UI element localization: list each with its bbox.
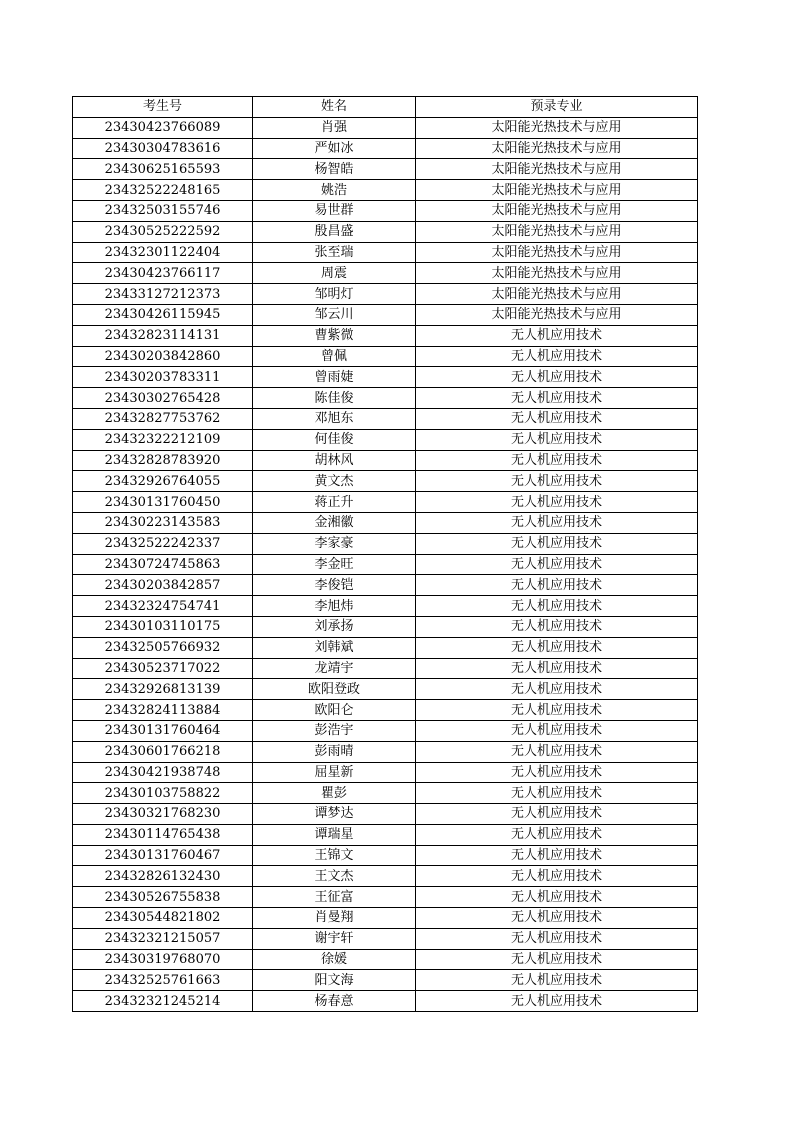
table-row (73, 180, 698, 201)
exam-number-cell: 23430223143583 (73, 512, 253, 533)
table-row (73, 159, 698, 180)
exam-number-cell: 23432826132430 (73, 866, 253, 887)
table-row (73, 138, 698, 159)
admitted-major-cell: 无人机应用技术 (416, 388, 698, 409)
student-name-cell: 胡林风 (253, 450, 416, 471)
table-row (73, 533, 698, 554)
exam-number-cell: 23430103110175 (73, 616, 253, 637)
admitted-major-cell: 太阳能光热技术与应用 (416, 200, 698, 221)
table-row (73, 700, 698, 721)
table-row (73, 575, 698, 596)
admitted-major-cell: 太阳能光热技术与应用 (416, 284, 698, 305)
table-row (73, 783, 698, 804)
admitted-major-cell: 太阳能光热技术与应用 (416, 304, 698, 325)
admitted-major-cell: 无人机应用技术 (416, 887, 698, 908)
exam-number-cell: 23432827753762 (73, 408, 253, 429)
exam-number-cell: 23432503155746 (73, 200, 253, 221)
exam-number-cell: 23430203842860 (73, 346, 253, 367)
admitted-major-cell: 无人机应用技术 (416, 824, 698, 845)
exam-number-cell: 23432324754741 (73, 596, 253, 617)
admitted-major-cell: 无人机应用技术 (416, 679, 698, 700)
exam-number-cell: 23430544821802 (73, 908, 253, 929)
exam-number-cell: 23430319768070 (73, 949, 253, 970)
student-name-cell: 邓旭东 (253, 408, 416, 429)
student-name-cell: 刘承扬 (253, 616, 416, 637)
exam-number-cell: 23430525222592 (73, 221, 253, 242)
exam-number-cell: 23432505766932 (73, 637, 253, 658)
admitted-major-cell: 无人机应用技术 (416, 845, 698, 866)
admitted-major-cell: 无人机应用技术 (416, 970, 698, 991)
student-name-cell: 肖曼翔 (253, 908, 416, 929)
student-name-cell: 彭雨晴 (253, 741, 416, 762)
admitted-major-cell: 无人机应用技术 (416, 512, 698, 533)
table-row (73, 741, 698, 762)
student-name-cell: 张至瑞 (253, 242, 416, 263)
admitted-major-cell: 无人机应用技术 (416, 450, 698, 471)
exam-number-cell: 23432301122404 (73, 242, 253, 263)
admission-table (72, 96, 698, 1012)
exam-number-cell: 23432321215057 (73, 928, 253, 949)
admitted-major-cell: 无人机应用技术 (416, 762, 698, 783)
student-name-cell: 陈佳俊 (253, 388, 416, 409)
table-row (73, 221, 698, 242)
table-row (73, 970, 698, 991)
header-student-name: 姓名 (253, 97, 416, 118)
admitted-major-cell: 太阳能光热技术与应用 (416, 159, 698, 180)
student-name-cell: 曾佩 (253, 346, 416, 367)
student-name-cell: 蒋正升 (253, 492, 416, 513)
student-name-cell: 李旭炜 (253, 596, 416, 617)
admitted-major-cell: 无人机应用技术 (416, 616, 698, 637)
student-name-cell: 曾雨婕 (253, 367, 416, 388)
table-row (73, 637, 698, 658)
admitted-major-cell: 无人机应用技术 (416, 492, 698, 513)
table-row (73, 720, 698, 741)
exam-number-cell: 23430114765438 (73, 824, 253, 845)
exam-number-cell: 23430203842857 (73, 575, 253, 596)
exam-number-cell: 23433127212373 (73, 284, 253, 305)
admitted-major-cell: 无人机应用技术 (416, 429, 698, 450)
table-row (73, 492, 698, 513)
table-row (73, 679, 698, 700)
student-name-cell: 欧阳登政 (253, 679, 416, 700)
table-row (73, 242, 698, 263)
table-row (73, 928, 698, 949)
exam-number-cell: 23430131760464 (73, 720, 253, 741)
admitted-major-cell: 无人机应用技术 (416, 554, 698, 575)
student-name-cell: 李金旺 (253, 554, 416, 575)
admitted-major-cell: 太阳能光热技术与应用 (416, 242, 698, 263)
table-row (73, 804, 698, 825)
admitted-major-cell: 无人机应用技术 (416, 471, 698, 492)
admitted-major-cell: 无人机应用技术 (416, 346, 698, 367)
student-name-cell: 王锦文 (253, 845, 416, 866)
admitted-major-cell: 无人机应用技术 (416, 408, 698, 429)
header-admitted-major: 预录专业 (416, 97, 698, 118)
student-name-cell: 殷昌盛 (253, 221, 416, 242)
admitted-major-cell: 无人机应用技术 (416, 783, 698, 804)
exam-number-cell: 23430523717022 (73, 658, 253, 679)
exam-number-cell: 23430601766218 (73, 741, 253, 762)
student-name-cell: 李俊铠 (253, 575, 416, 596)
admitted-major-cell: 无人机应用技术 (416, 367, 698, 388)
student-name-cell: 谭梦达 (253, 804, 416, 825)
student-name-cell: 何佳俊 (253, 429, 416, 450)
student-name-cell: 周震 (253, 263, 416, 284)
admitted-major-cell: 无人机应用技术 (416, 700, 698, 721)
exam-number-cell: 23432823114131 (73, 325, 253, 346)
student-name-cell: 王文杰 (253, 866, 416, 887)
student-name-cell: 黄文杰 (253, 471, 416, 492)
exam-number-cell: 23432522248165 (73, 180, 253, 201)
exam-number-cell: 23430321768230 (73, 804, 253, 825)
table-row (73, 596, 698, 617)
student-name-cell: 龙靖宇 (253, 658, 416, 679)
admitted-major-cell: 无人机应用技术 (416, 949, 698, 970)
admitted-major-cell: 无人机应用技术 (416, 720, 698, 741)
exam-number-cell: 23430304783616 (73, 138, 253, 159)
exam-number-cell: 23432525761663 (73, 970, 253, 991)
exam-number-cell: 23430203783311 (73, 367, 253, 388)
table-row (73, 845, 698, 866)
admitted-major-cell: 无人机应用技术 (416, 637, 698, 658)
admitted-major-cell: 无人机应用技术 (416, 533, 698, 554)
admitted-major-cell: 无人机应用技术 (416, 928, 698, 949)
table-row (73, 866, 698, 887)
table-row (73, 908, 698, 929)
student-name-cell: 李家豪 (253, 533, 416, 554)
table-row (73, 512, 698, 533)
exam-number-cell: 23430724745863 (73, 554, 253, 575)
student-name-cell: 瞿彭 (253, 783, 416, 804)
table-row (73, 949, 698, 970)
student-name-cell: 彭浩宇 (253, 720, 416, 741)
student-name-cell: 欧阳仑 (253, 700, 416, 721)
table-row (73, 408, 698, 429)
student-name-cell: 易世群 (253, 200, 416, 221)
student-name-cell: 肖强 (253, 117, 416, 138)
admitted-major-cell: 太阳能光热技术与应用 (416, 138, 698, 159)
table-row (73, 263, 698, 284)
table-row (73, 117, 698, 138)
table-row (73, 658, 698, 679)
exam-number-cell: 23430103758822 (73, 783, 253, 804)
table-row (73, 824, 698, 845)
admitted-major-cell: 无人机应用技术 (416, 866, 698, 887)
student-name-cell: 杨智皓 (253, 159, 416, 180)
table-row (73, 471, 698, 492)
student-name-cell: 谭瑞星 (253, 824, 416, 845)
exam-number-cell: 23430302765428 (73, 388, 253, 409)
table-row (73, 887, 698, 908)
admitted-major-cell: 无人机应用技术 (416, 908, 698, 929)
admitted-major-cell: 无人机应用技术 (416, 991, 698, 1012)
student-name-cell: 邹云川 (253, 304, 416, 325)
table-row (73, 367, 698, 388)
table-row (73, 346, 698, 367)
exam-number-cell: 23430423766089 (73, 117, 253, 138)
student-name-cell: 王征富 (253, 887, 416, 908)
student-name-cell: 曹紫微 (253, 325, 416, 346)
admitted-major-cell: 无人机应用技术 (416, 658, 698, 679)
exam-number-cell: 23430526755838 (73, 887, 253, 908)
admitted-major-cell: 无人机应用技术 (416, 575, 698, 596)
header-exam-number: 考生号 (73, 97, 253, 118)
exam-number-cell: 23432322212109 (73, 429, 253, 450)
student-name-cell: 姚浩 (253, 180, 416, 201)
exam-number-cell: 23432522242337 (73, 533, 253, 554)
exam-number-cell: 23432926813139 (73, 679, 253, 700)
exam-number-cell: 23430423766117 (73, 263, 253, 284)
exam-number-cell: 23432321245214 (73, 991, 253, 1012)
table-row (73, 616, 698, 637)
student-name-cell: 杨春意 (253, 991, 416, 1012)
exam-number-cell: 23430426115945 (73, 304, 253, 325)
admitted-major-cell: 无人机应用技术 (416, 741, 698, 762)
student-name-cell: 徐媛 (253, 949, 416, 970)
table-row (73, 762, 698, 783)
table-row (73, 554, 698, 575)
student-name-cell: 屈星新 (253, 762, 416, 783)
admitted-major-cell: 太阳能光热技术与应用 (416, 221, 698, 242)
table-row (73, 304, 698, 325)
admitted-major-cell: 无人机应用技术 (416, 804, 698, 825)
admitted-major-cell: 太阳能光热技术与应用 (416, 180, 698, 201)
table-row (73, 200, 698, 221)
student-name-cell: 刘韩斌 (253, 637, 416, 658)
exam-number-cell: 23432824113884 (73, 700, 253, 721)
student-name-cell: 阳文海 (253, 970, 416, 991)
student-name-cell: 邹明灯 (253, 284, 416, 305)
exam-number-cell: 23430131760450 (73, 492, 253, 513)
table-row (73, 991, 698, 1012)
exam-number-cell: 23430131760467 (73, 845, 253, 866)
table-row (73, 429, 698, 450)
admitted-major-cell: 无人机应用技术 (416, 596, 698, 617)
student-name-cell: 谢宇轩 (253, 928, 416, 949)
exam-number-cell: 23432828783920 (73, 450, 253, 471)
table-row (73, 388, 698, 409)
admitted-major-cell: 太阳能光热技术与应用 (416, 117, 698, 138)
exam-number-cell: 23430625165593 (73, 159, 253, 180)
student-name-cell: 金湘徽 (253, 512, 416, 533)
table-row (73, 284, 698, 305)
exam-number-cell: 23430421938748 (73, 762, 253, 783)
admitted-major-cell: 太阳能光热技术与应用 (416, 263, 698, 284)
admitted-major-cell: 无人机应用技术 (416, 325, 698, 346)
table-row (73, 450, 698, 471)
table-row (73, 325, 698, 346)
table-body (73, 117, 698, 1011)
exam-number-cell: 23432926764055 (73, 471, 253, 492)
student-name-cell: 严如冰 (253, 138, 416, 159)
table-header-row (73, 97, 698, 118)
